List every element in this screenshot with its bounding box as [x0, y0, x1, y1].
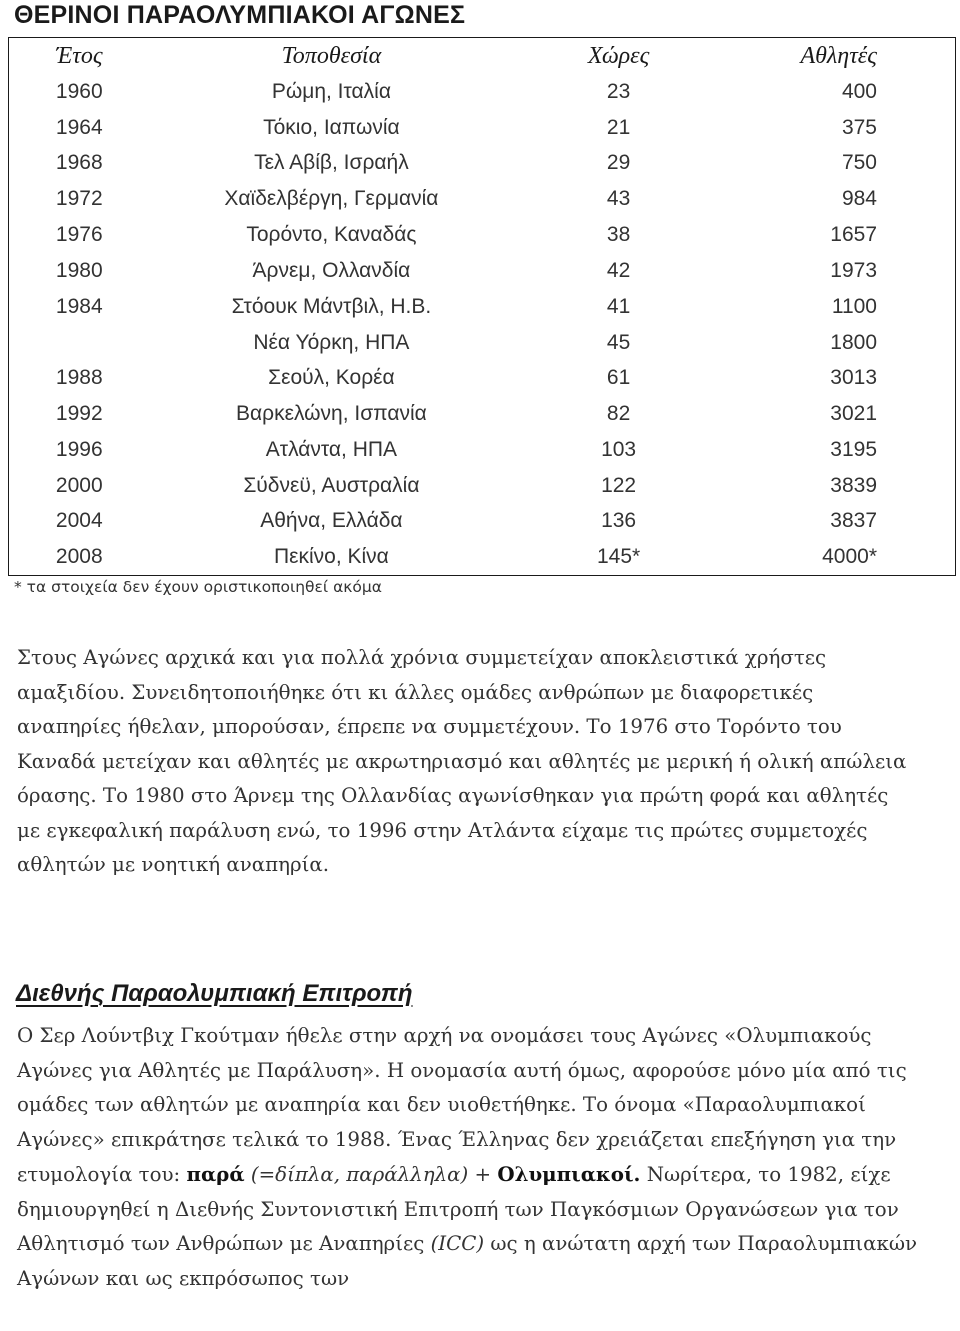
cell-year: 1972 [55, 187, 103, 211]
paragraph-intro: Ο Σερ Λούντβιχ Γκούτμαν ήθελε στην αρχή να ονομάσει τους Αγώνες «Ολυμπιακούς Αγώνες για Αθλητές με Παράλυση». Η ονομασία αυτή όμως, αφορούσε μόνο μία από τις ομάδες των αθλητών με αναπηρία και δεν υιοθετήθηκε. Το όνομα «Παραολυμπιακοί Αγώνες» επικράτησε τελικά το 1988. Ένας Έλληνας δεν χρειάζεται επεξήγηση για την ετυμολογία του: [17, 1024, 907, 1186]
section-heading: Διεθνής Παραολυμπιακή Επιτροπή [16, 980, 413, 1007]
cell-countries-line2: 45 [606, 330, 631, 354]
cell-countries: 145* [596, 545, 641, 569]
cell-location: Άρνεμ, Ολλανδία [252, 258, 411, 282]
header-location: Τοποθεσία [281, 42, 382, 69]
table-row [9, 504, 956, 540]
etymology-olympic: Ολυμπιακοί. [497, 1162, 641, 1186]
table-row [9, 396, 956, 432]
cell-location-line2: Νέα Υόρκη, ΗΠΑ [253, 330, 410, 354]
cell-countries: 103 [601, 437, 637, 461]
cell-athletes-line1: 1100 [831, 294, 877, 318]
cell-year: 1960 [55, 79, 103, 103]
cell-year-text: 1984 [55, 294, 103, 318]
cell-athletes: 4000* [822, 545, 877, 569]
header-athletes: Αθλητές [800, 42, 877, 69]
paragraph-end: ως η ανώτατη αρχή των Παραολυμπιακών Αγώνων και ως εκπρόσωπος των [17, 1232, 917, 1290]
cell-countries: 21 [606, 115, 631, 139]
cell-year: 1988 [55, 366, 103, 390]
cell-countries: 43 [606, 187, 631, 211]
cell-location: Τόκιο, Ιαπωνία [263, 115, 400, 139]
cell-athletes: 3837 [830, 509, 877, 533]
cell-location: Χαϊδελβέργη, Γερμανία [224, 187, 439, 211]
table-row [9, 289, 956, 361]
cell-countries: 61 [606, 366, 631, 390]
table-row [9, 360, 956, 396]
paralympics-table [8, 37, 956, 576]
cell-year: 1980 [55, 258, 103, 282]
table-row [9, 74, 956, 110]
cell-athletes: 400 [841, 79, 877, 103]
etymology-meaning: (=δίπλα, παράλληλα) [244, 1163, 469, 1186]
cell-countries: 122 [601, 473, 637, 497]
table-row [9, 468, 956, 504]
table-header-row [9, 38, 956, 75]
cell-year: 1968 [55, 151, 103, 175]
cell-athletes-line2: 1800 [830, 330, 877, 354]
cell-athletes [724, 289, 956, 361]
cell-athletes: 750 [841, 151, 877, 175]
cell-athletes: 984 [841, 187, 877, 211]
cell-location: Ρώμη, Ιταλία [271, 79, 391, 103]
cell-athletes: 1657 [830, 223, 877, 247]
cell-countries: 29 [606, 151, 631, 175]
table-footnote: * τα στοιχεία δεν έχουν οριστικοποιηθεί ακόμα [14, 578, 382, 596]
cell-countries: 82 [606, 402, 631, 426]
cell-year: 1996 [55, 437, 103, 461]
cell-year: 2008 [55, 545, 103, 569]
cell-athletes: 1973 [830, 258, 877, 282]
cell-athletes: 3839 [830, 473, 877, 497]
table-row [9, 432, 956, 468]
paragraph-middle: Νωρίτερα, το 1982, είχε δημιουργηθεί η Διεθνής Συντονιστική Επιτροπή των Παγκόσμιων Οργανώσεων για τον Αθλητισμό των Ανθρώπων με Αναπηρίες [17, 1163, 899, 1255]
cell-countries: 136 [601, 509, 637, 533]
cell-year: 1992 [55, 402, 103, 426]
cell-countries-line1: 41 [606, 294, 631, 318]
header-year: Έτος [55, 42, 103, 69]
page-title: ΘΕΡΙΝΟΙ ΠΑΡΑΟΛΥΜΠΙΑΚΟΙ ΑΓΩΝΕΣ [14, 1, 466, 29]
header-countries: Χώρες [587, 42, 650, 69]
etymology-para: παρά [186, 1162, 245, 1186]
cell-athletes: 3021 [830, 402, 877, 426]
cell-year: 1964 [55, 115, 103, 139]
etymology-plus: + [468, 1163, 498, 1186]
icc-abbreviation: (ICC) [430, 1232, 485, 1255]
cell-location [150, 289, 514, 361]
cell-year [9, 289, 150, 361]
cell-athletes: 3195 [830, 437, 877, 461]
cell-year: 2000 [55, 473, 103, 497]
cell-location: Βαρκελώνη, Ισπανία [235, 402, 427, 426]
cell-location: Τελ Αβίβ, Ισραήλ [254, 151, 409, 175]
cell-location: Πεκίνο, Κίνα [273, 545, 389, 569]
table-row [9, 181, 956, 217]
table-row [9, 146, 956, 182]
history-paragraph: Στους Αγώνες αρχικά και για πολλά χρόνια συμμετείχαν αποκλειστικά χρήστες αμαξιδίου. Συνειδητοποιήθηκε ότι κι άλλες ομάδες ανθρώπων με διαφορετικές αναπηρίες ήθελαν, μπορούσαν, έπρεπε να συμμετέχουν. Το 1976 στο Τορόντο του Καναδά μετείχαν και αθλητές με ακρωτηριασμό και αθλητές με μερική ή ολική απώλεια όρασης. Το 1980 στο Άρνεμ της Ολλανδίας αγωνίσθηκαν για πρώτη φορά και αθλητές με εγκεφαλική παράλυση ενώ, το 1996 στην Ατλάντα είχαμε τις πρώτες συμμετοχές αθλητών με νοητική αναπηρία. [17, 646, 907, 876]
table-row [9, 217, 956, 253]
committee-paragraph [17, 1019, 917, 1296]
cell-athletes: 3013 [830, 366, 877, 390]
cell-location-line1: Στόουκ Μάντβιλ, Η.Β. [231, 294, 432, 318]
cell-athletes: 375 [841, 115, 877, 139]
cell-countries: 23 [606, 79, 631, 103]
table-row [9, 253, 956, 289]
cell-year: 1976 [55, 223, 103, 247]
table-row [9, 539, 956, 575]
cell-location: Αθήνα, Ελλάδα [260, 509, 403, 533]
cell-countries: 38 [606, 223, 631, 247]
cell-location: Σύδνεϋ, Αυστραλία [243, 473, 420, 497]
table-row [9, 110, 956, 146]
cell-year: 2004 [55, 509, 103, 533]
cell-location: Τορόντο, Καναδάς [246, 223, 417, 247]
cell-countries [513, 289, 724, 361]
cell-location: Ατλάντα, ΗΠΑ [265, 437, 398, 461]
cell-location: Σεούλ, Κορέα [268, 366, 395, 390]
cell-countries: 42 [606, 258, 631, 282]
